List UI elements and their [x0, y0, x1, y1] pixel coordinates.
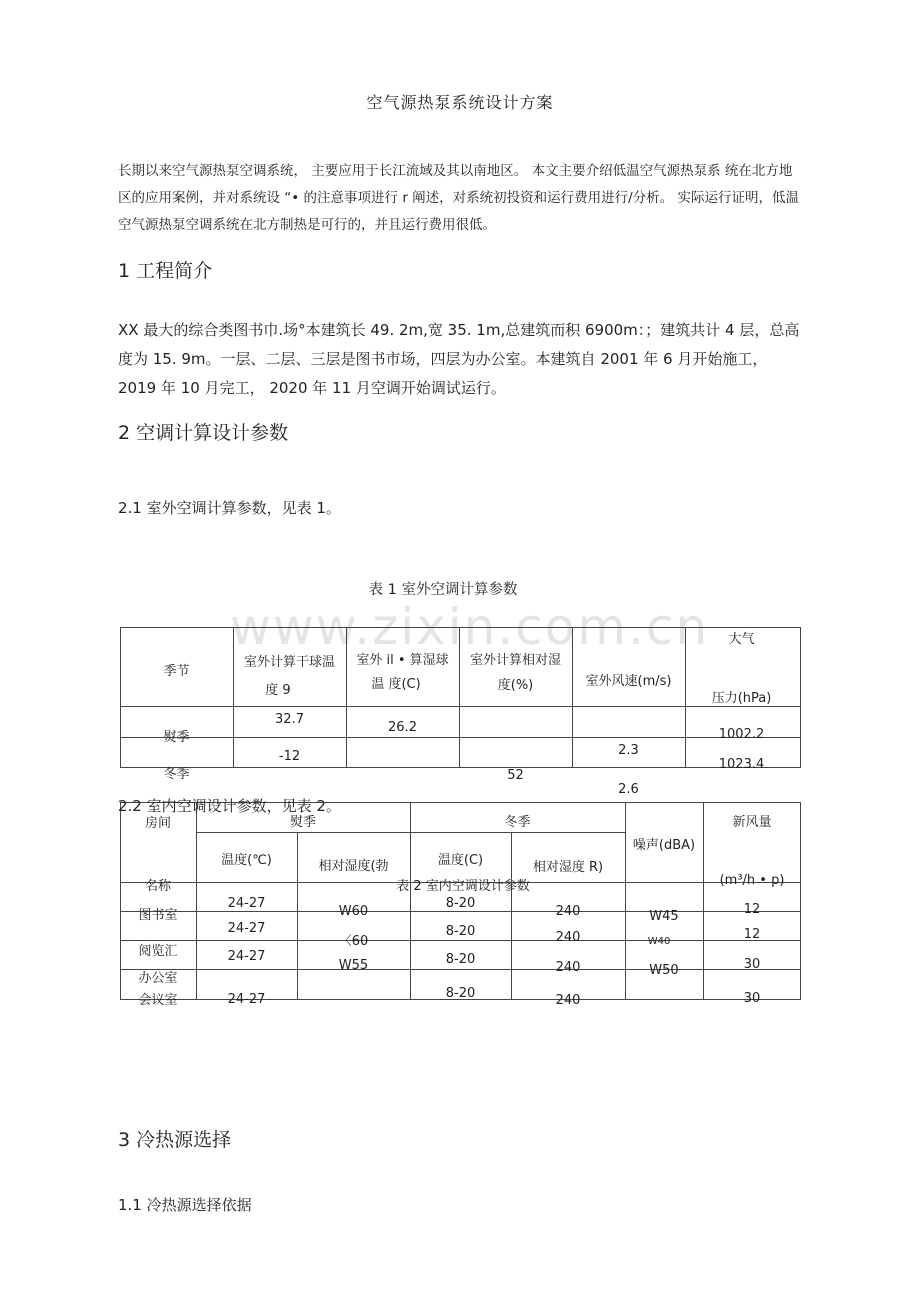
t2-header-temp-winter: 温度(C): [437, 853, 484, 868]
t1-header-wet-bulb: 温 度(C): [371, 677, 421, 692]
section3-1-heading: 1.1 冷热源选择依据: [118, 1196, 252, 1214]
t2-clipped-row: [120, 985, 801, 1008]
t2-header-summer: 熨季: [289, 815, 316, 830]
t2-row-fresh-air: 30: [743, 991, 761, 1006]
section2-2-heading: 2.2 室内空调设计参数，见表 2。: [118, 797, 341, 815]
t2-row-rh-winter: 240: [555, 993, 581, 1008]
t1-row-pressure: 1002.2: [718, 727, 765, 742]
t2-row-temp-summer: 24-27: [227, 992, 266, 1007]
t2-header-room: 房间: [144, 816, 171, 831]
t2-header-winter: 冬季: [504, 815, 531, 830]
t1-header-rh: 室外计算相对湿: [469, 653, 561, 668]
t1-row-wind: 2.6: [618, 782, 639, 797]
t1-row-dry-bulb: -12: [278, 749, 301, 764]
t2-row-fresh-air: 30: [743, 957, 761, 972]
t1-row-season: 冬季: [163, 767, 190, 782]
t1-row-rh: 52: [507, 768, 524, 783]
t2-row-temp-winter: 8-20: [445, 924, 476, 939]
t2-row-temp-summer: 24-27: [227, 921, 266, 936]
t2-header-room: 名称: [144, 879, 171, 894]
section3-heading: 3 冷热源选择: [118, 1129, 232, 1151]
t2-row-rh-winter: 240: [555, 904, 581, 919]
t1-header-pressure: 大气: [728, 632, 755, 647]
t1-header-wet-bulb: 室外 il • 算湿球: [356, 653, 449, 668]
t2-header-noise: 噪声(dBA): [632, 838, 696, 853]
t2-header-temp-summer: 温度(℃): [221, 853, 272, 868]
t2-row-fresh-air: 12: [743, 927, 761, 942]
t2-row-rh-summer: W55: [338, 958, 369, 973]
table2-rule: [120, 940, 801, 941]
t2-row-noise: W50: [649, 963, 679, 978]
t2-row-name: 阅览汇: [138, 944, 178, 959]
t1-header-wind: 室外风速(m/s): [585, 674, 672, 689]
t1-row-season: 熨季: [163, 730, 190, 745]
t2-header-rh-summer: 相对湿度(勃: [318, 859, 389, 874]
t1-header-season: 季节: [163, 664, 190, 679]
t2-row-name: 会议室: [138, 993, 178, 1008]
t2-row-name: 办公室: [138, 971, 178, 986]
t2-header-fresh-air: 新风量: [732, 815, 772, 830]
t2-row-noise: W40: [647, 936, 671, 947]
t2-row-temp-summer: 24-27: [227, 949, 266, 964]
t2-row-temp-summer: 24-27: [227, 896, 266, 911]
section1-heading: 1 工程简介: [118, 260, 213, 282]
t2-row-temp-winter: 8-20: [445, 952, 476, 967]
t2-row-temp-winter: 8-20: [445, 896, 476, 911]
t1-header-rh: 度(%): [497, 678, 534, 693]
table1-caption: 表 1 室外空调计算参数: [368, 582, 518, 598]
t1-row-wind: 2.3: [618, 743, 639, 758]
page-title: 空气源热泵系统设计方案: [366, 93, 554, 112]
intro-paragraph: 长期以来空气源热泵空调系统， 主要应用于长江流域及其以南地区。 本文主要介绍低温空气源热泵系 统在北方地区的应用案例，并对系统设 “• 的注意事项进行 r 阐述，对系统初投资和运行费用进行/分析。 实际运行证明，低温空气源热泵空调系统在北方制热是可行的，并且运行费用很低。: [118, 163, 800, 233]
t2-row-fresh-air: 12: [743, 902, 761, 917]
t2-header-rh-winter: 相对湿度 R): [532, 860, 604, 875]
section1-body: XX 最大的综合类图书巾.场°本建筑长 49. 2m,宽 35. 1m,总建筑而积 6900m：；建筑共计 4 层，总高度为 15. 9m。一层、二层、三层是图书市场，四层为办公室。本建筑自 2001 年 6 月开始施工， 2019 年 10 月完工， 2020 年 11 月空调开始调试运行。: [118, 321, 800, 397]
t2-row-rh-summer: 〈60: [338, 934, 369, 949]
t1-row-pressure: 1023.4: [718, 757, 765, 772]
table2-caption: 表 2 室内空调设计参数: [396, 879, 530, 894]
t2-row-rh-summer: W60: [338, 904, 369, 919]
t2-row-temp-winter: 8-20: [445, 986, 476, 1001]
t2-row-rh-winter: 240: [555, 930, 581, 945]
watermark: www.zixin.com.cn: [230, 598, 710, 656]
t1-row-wet-bulb: 26.2: [388, 720, 417, 735]
t2-header-fresh-air: (m³/h • p): [719, 873, 785, 888]
t1-header-dry-bulb: 室外计算干球温: [243, 655, 335, 670]
t1-header-pressure: 压力(hPa): [711, 691, 772, 706]
t1-row-dry-bulb: 32.7: [275, 712, 304, 727]
t2-row-rh-winter: 240: [555, 960, 581, 975]
t2-row-noise: W45: [649, 909, 679, 924]
t2-row-name: 图书室: [138, 908, 178, 923]
section2-heading: 2 空调计算设计参数: [118, 422, 289, 444]
table1-rule: [120, 706, 801, 707]
t1-header-dry-bulb: 度 9: [265, 683, 291, 698]
section2-1-heading: 2.1 室外空调计算参数，见表 1。: [118, 499, 341, 517]
